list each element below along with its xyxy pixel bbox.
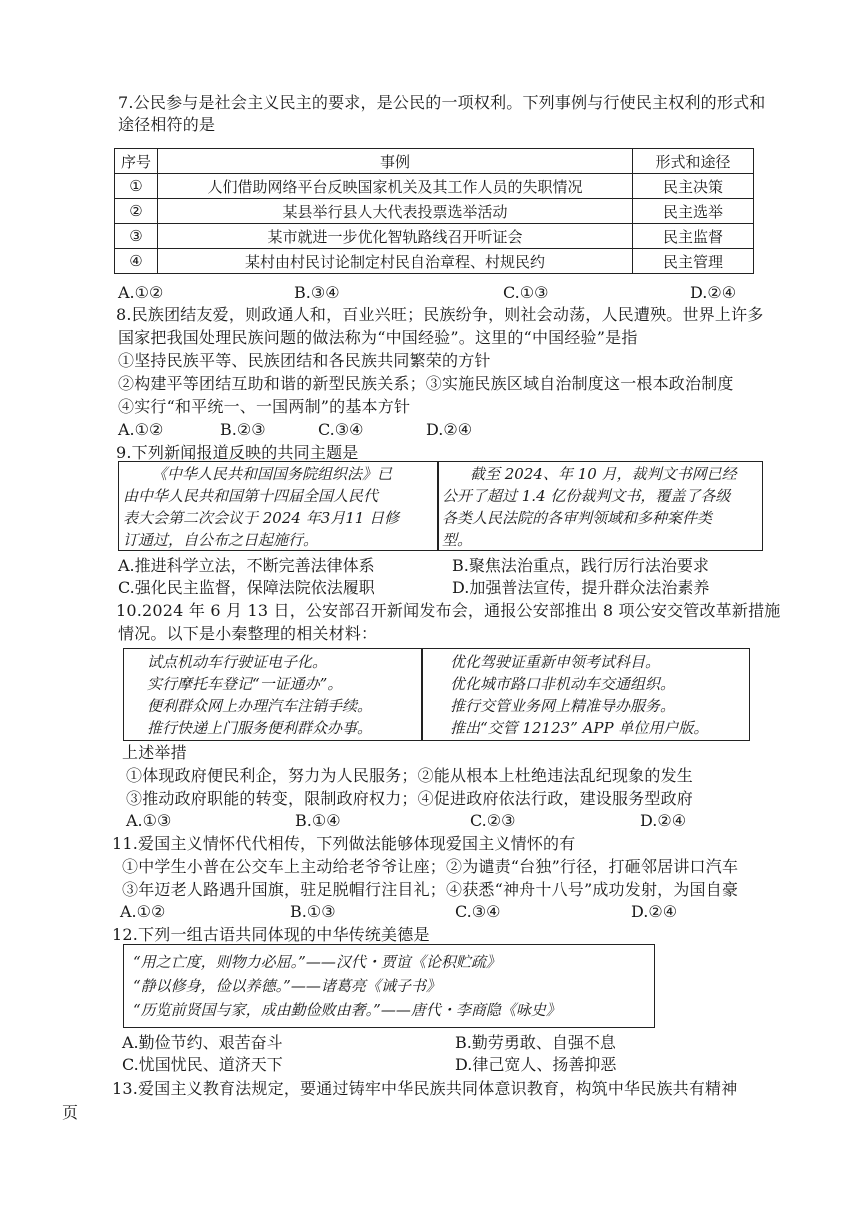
header-num: 序号 [115,149,158,174]
row-num: ② [115,199,158,224]
table-row [115,249,754,274]
q10-option-a: A.①③ [126,811,172,830]
q10-right-item3: 推行交管业务网上精准导办服务。 [450,697,676,715]
row-case: 某村由村民讨论制定村民自治章程、村规民约 [158,249,633,274]
q12-option-d: D.律己宽人、扬善抑恶 [455,1055,617,1074]
q11-choice-1-2: ①中学生小普在公交车上主动给老爷爷让座；②为谴责“台独”行径，打砸邻居讲口汽车 [122,857,739,876]
q11-stem: 11.爱国主义情怀代代相传，下列做法能够体现爱国主义情怀的有 [112,834,576,853]
q9-right-line2: 公开了超过 1.4 亿份裁判文书，覆盖了各级 [442,487,731,505]
q10-option-d: D.②④ [640,811,687,830]
row-form: 民主管理 [633,249,754,274]
q9-option-c: C.强化民主监督，保障法院依法履职 [118,578,375,597]
row-case: 人们借助网络平台反映国家机关及其工作人员的失职情况 [158,174,633,199]
header-case: 事例 [158,149,633,174]
q9-option-a: A.推进科学立法，不断完善法律体系 [118,556,375,575]
q7-stem-line1: 7.公民参与是社会主义民主的要求，是公民的一项权利。下列事例与行使民主权利的形式和 [118,93,766,112]
q7-stem-line2: 途径相符的是 [118,115,216,134]
q10-after: 上述举措 [122,743,187,762]
page-footer-mark: 页 [62,1103,79,1122]
q11-option-c: C.③④ [455,902,501,921]
q9-left-line2: 由中华人民共和国第十四届全国人民代 [123,487,379,505]
q11-choice-3-4: ③年迈老人路遇升国旗，驻足脱帽行注目礼；④获悉“神舟十八号”成功发射，为国自豪 [122,880,739,899]
q10-choice-1-2: ①体现政府便民利企，努力为人民服务；②能从根本上杜绝违法乱纪现象的发生 [126,766,694,785]
q9-option-b: B.聚焦法治重点，践行厉行法治要求 [452,556,709,575]
q10-left-item1: 试点机动车行驶证电子化。 [147,653,328,671]
header-form: 形式和途径 [633,149,754,174]
q9-left-line4: 订通过，自公布之日起施行。 [123,531,319,549]
q10-left-item2: 实行摩托车登记“一证通办”。 [147,675,343,693]
row-case: 某市就进一步优化智轨路线召开听证会 [158,224,633,249]
row-num: ④ [115,249,158,274]
q10-left-item3: 便利群众网上办理汽车注销手续。 [147,697,373,715]
row-num: ① [115,174,158,199]
q10-divider [421,649,423,740]
q11-option-a: A.①② [120,902,166,921]
q7-table [114,148,754,274]
q12-option-b: B.勤劳勇敢、自强不息 [455,1033,616,1052]
q10-option-c: C.②③ [470,811,516,830]
q8-choice-2-3: ②构建平等团结互助和谐的新型民族关系；③实施民族区域自治制度这一根本政治制度 [118,374,734,393]
row-form: 民主监督 [633,224,754,249]
q7-table-header [115,149,754,174]
q9-left-line1: 《中华人民共和国国务院组织法》已 [152,465,393,483]
q9-right-line3: 各类人民法院的各审判领域和多种案件类 [442,509,713,527]
table-row [115,174,754,199]
q10-choice-3-4: ③推动政府职能的转变，限制政府权力；④促进政府依法行政，建设服务型政府 [126,789,694,808]
q10-option-b: B.①④ [295,811,341,830]
q12-option-a: A.勤俭节约、艰苦奋斗 [122,1033,283,1052]
q10-right-item1: 优化驾驶证重新申领考试科目。 [450,653,661,671]
q9-stem: 9.下列新闻报道反映的共同主题是 [116,443,359,462]
q8-stem-line2: 国家把我国处理民族问题的做法称为“中国经验”。这里的“中国经验”是指 [118,328,638,347]
q12-stem: 12.下列一组古语共同体现的中华传统美德是 [112,925,430,944]
q10-stem-line2: 情况。以下是小秦整理的相关材料： [118,624,378,643]
q12-quote-2: “静以修身，俭以养德。”——诸葛亮《诫子书》 [133,977,441,995]
q13-stem: 13.爱国主义教育法规定，要通过铸牢中华民族共同体意识教育，构筑中华民族共有精神 [112,1079,738,1098]
q8-choice-4: ④实行“和平统一、一国两制”的基本方针 [118,397,411,416]
q10-stem-line1: 10.2024 年 6 月 13 日，公安部召开新闻发布会，通报公安部推出 8 项公安交管改革新措施 [116,601,781,620]
q8-option-d: D.②④ [426,420,473,439]
q8-option-b: B.②③ [220,420,266,439]
q9-right-line4: 型。 [442,531,473,549]
q12-quote-1: “用之亡度，则物力必屈。”——汉代・贾谊《论积贮疏》 [133,953,501,971]
q8-option-c: C.③④ [318,420,364,439]
q10-left-item4: 推行快递上门服务便利群众办事。 [147,719,373,737]
q8-option-a: A.①② [118,420,164,439]
q10-right-item4: 推出“交管 12123” APP 单位用户版。 [450,719,709,737]
q8-stem-line1: 8.民族团结友爱，则政通人和，百业兴旺；民族纷争，则社会动荡，人民遭殃。世界上许多 [116,305,764,324]
row-num: ③ [115,224,158,249]
q9-right-line1: 截至 2024、年 10 月，裁判文书网已经 [470,465,737,483]
q12-option-c: C.忧国忧民、道济天下 [122,1055,283,1074]
q7-option-a: A.①② [118,283,164,302]
q12-quote-3: “历览前贤国与家，成由勤俭败由奢。”——唐代・李商隐《咏史》 [133,1001,561,1019]
q11-option-d: D.②④ [631,902,678,921]
q10-right-item2: 优化城市路口非机动车交通组织。 [450,675,676,693]
q7-option-c: C.①③ [503,283,549,302]
q11-option-b: B.①③ [290,902,336,921]
q9-left-line3: 表大会第二次会议于 2024 年3月11 日修 [123,509,400,527]
q8-choice-1: ①坚持民族平等、民族团结和各民族共同繁荣的方针 [118,351,491,370]
row-case: 某县举行县人大代表投票选举活动 [158,199,633,224]
q7-option-d: D.②④ [690,283,737,302]
q9-divider [437,462,439,550]
table-row [115,199,754,224]
row-form: 民主决策 [633,174,754,199]
row-form: 民主选举 [633,199,754,224]
table-row [115,224,754,249]
q7-option-b: B.③④ [294,283,340,302]
q9-option-d: D.加强普法宣传，提升群众法治素养 [452,578,710,597]
